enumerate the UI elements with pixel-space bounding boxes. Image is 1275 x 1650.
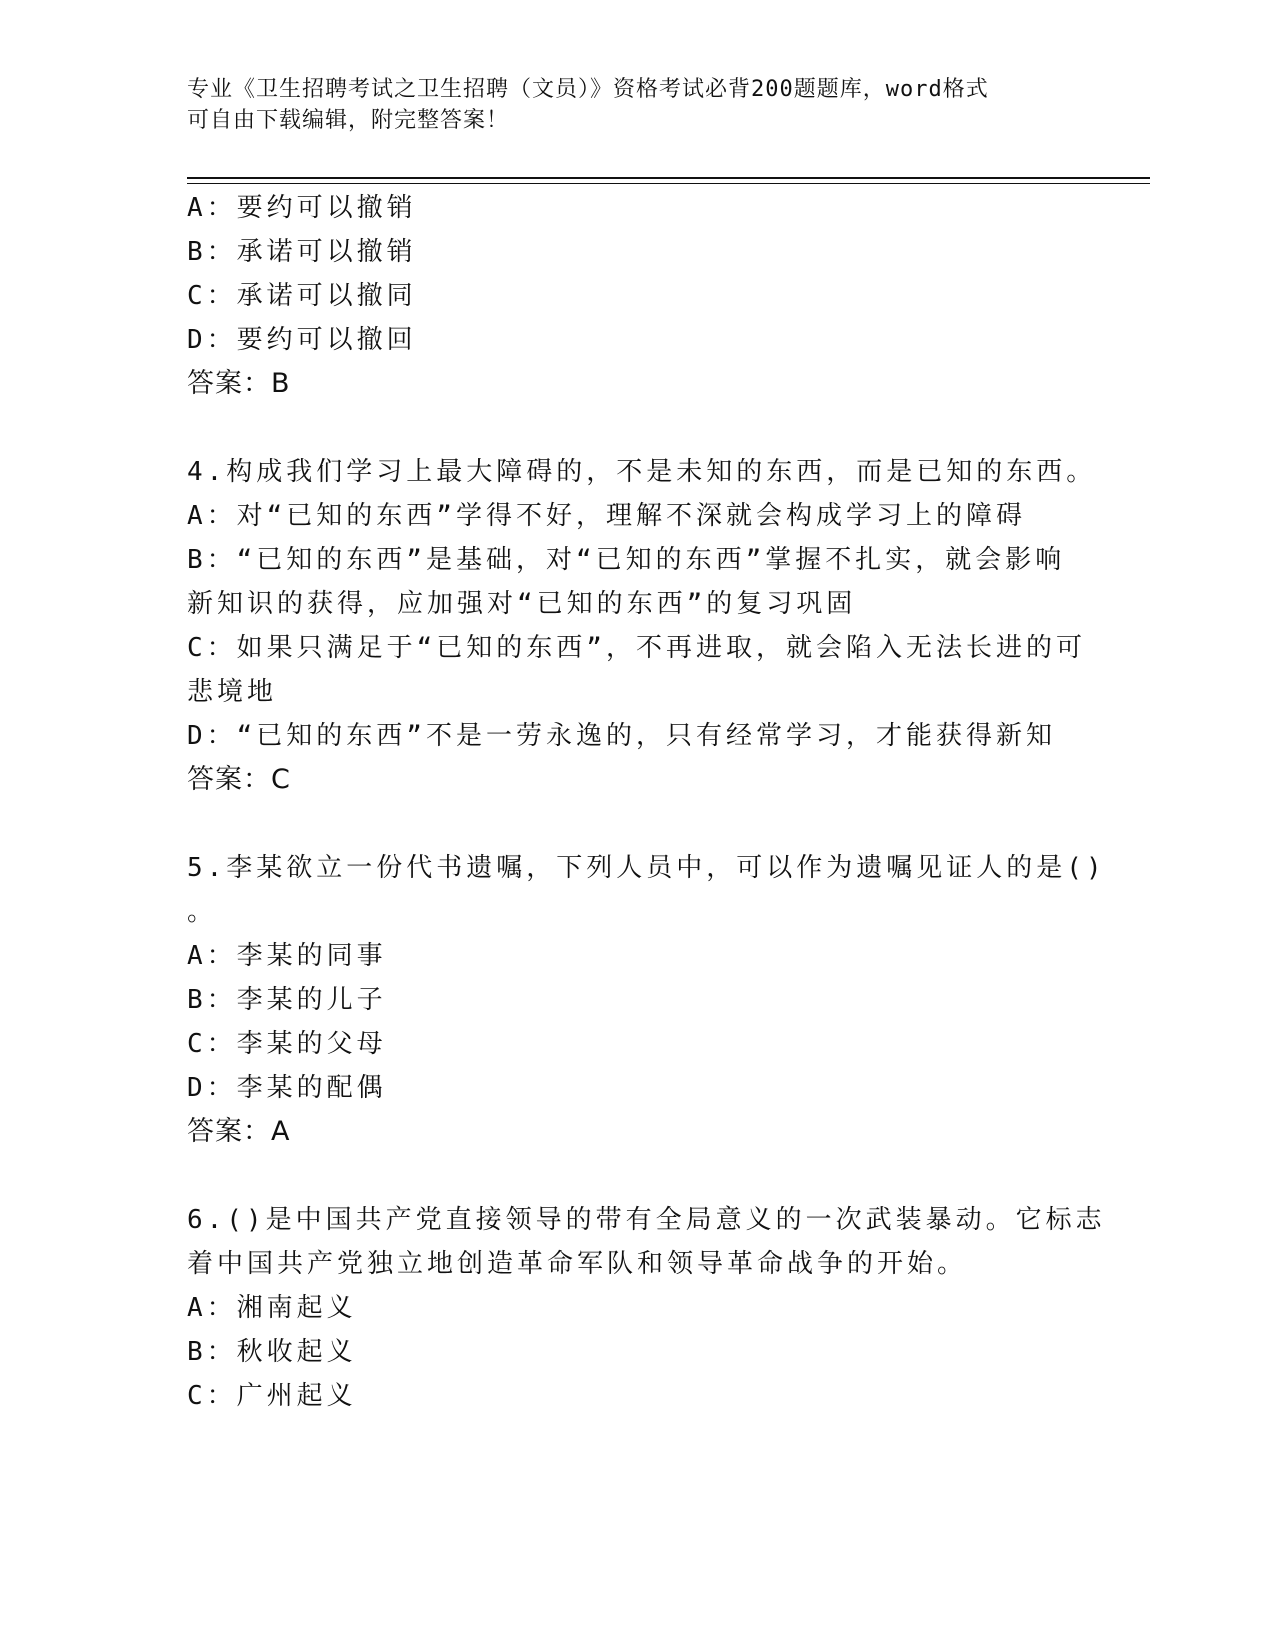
q6-option-b: B：秋收起义: [187, 1337, 357, 1367]
header-line-1: 专业《卫生招聘考试之卫生招聘（文员）》资格考试必背200题题库，word格式: [187, 77, 989, 102]
q4-option-a: A：对“已知的东西”学得不好，理解不深就会构成学习上的障碍: [187, 501, 1026, 531]
q5-option-c: C：李某的父母: [187, 1029, 387, 1059]
q6-stem-line-2: 着中国共产党独立地创造革命军队和领导革命战争的开始。: [187, 1249, 968, 1279]
document-header: [187, 74, 1067, 136]
q3-answer: 答案：B: [187, 368, 291, 399]
q6-stem-line-1: 6.()是中国共产党直接领导的带有全局意义的一次武装暴动。它标志: [187, 1205, 1106, 1235]
q4-option-d: D：“已知的东西”不是一劳永逸的，只有经常学习，才能获得新知: [187, 721, 1056, 751]
q4-option-c-line-1: C：如果只满足于“已知的东西”，不再进取，就会陷入无法长进的可: [187, 633, 1086, 663]
q4-option-b-line-1: B：“已知的东西”是基础，对“已知的东西”掌握不扎实，就会影响: [187, 545, 1066, 575]
q5-answer: 答案：A: [187, 1116, 291, 1147]
q4-stem: 4.构成我们学习上最大障碍的，不是未知的东西，而是已知的东西。: [187, 457, 1097, 487]
q6-option-a: A：湘南起义: [187, 1293, 357, 1323]
q3-option-d: D：要约可以撤回: [187, 325, 417, 355]
q4-option-c-line-2: 悲境地: [187, 677, 278, 707]
q3-option-b: B：承诺可以撤销: [187, 237, 417, 267]
q5-option-a: A：李某的同事: [187, 941, 387, 971]
header-divider-thick: [187, 177, 1150, 179]
q6-option-c: C：广州起义: [187, 1381, 357, 1411]
header-line-2: 可自由下载编辑，附完整答案！: [187, 108, 510, 133]
q3-option-a: A：要约可以撤销: [187, 193, 417, 223]
q4-answer: 答案：C: [187, 764, 291, 795]
q5-stem-line-2: 。: [187, 897, 218, 927]
q5-option-d: D：李某的配偶: [187, 1073, 387, 1103]
q3-option-c: C：承诺可以撤同: [187, 281, 417, 311]
header-divider-thin: [187, 183, 1150, 184]
q5-stem-line-1: 5.李某欲立一份代书遗嘱，下列人员中，可以作为遗嘱见证人的是(): [187, 853, 1106, 883]
q4-option-b-line-2: 新知识的获得，应加强对“已知的东西”的复习巩固: [187, 589, 857, 619]
q5-option-b: B：李某的儿子: [187, 985, 387, 1015]
